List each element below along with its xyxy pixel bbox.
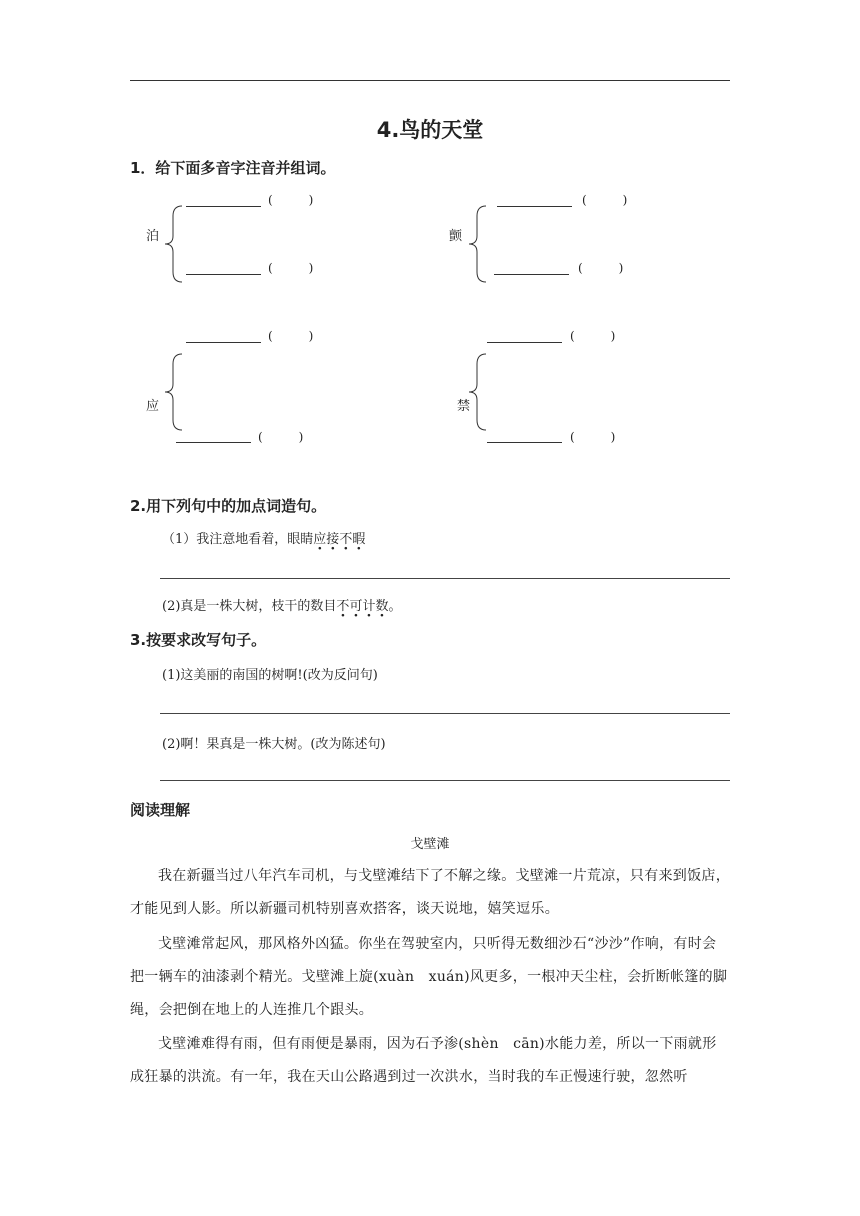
pinyin-paren[interactable]: ( ) bbox=[570, 329, 616, 343]
answer-blank[interactable] bbox=[494, 274, 569, 275]
pinyin-paren[interactable]: ( ) bbox=[258, 430, 304, 444]
dotted-char: 应 bbox=[313, 532, 327, 547]
brace-icon bbox=[466, 204, 490, 284]
answer-blank[interactable] bbox=[176, 442, 251, 443]
pinyin-paren[interactable]: ( ) bbox=[268, 329, 314, 343]
char-po: 泊 bbox=[146, 229, 160, 244]
reading-heading: 阅读理解 bbox=[130, 801, 191, 819]
answer-blank[interactable] bbox=[186, 274, 261, 275]
q1-heading: 1．给下面多音字注音并组词。 bbox=[130, 159, 336, 177]
dotted-char: 数 bbox=[375, 599, 389, 614]
sentence-text: （1）我注意地看着，眼睛 bbox=[162, 532, 314, 547]
answer-line[interactable] bbox=[160, 713, 730, 714]
dotted-char: 接 bbox=[326, 532, 340, 547]
answer-blank[interactable] bbox=[186, 342, 261, 343]
dotted-char: 可 bbox=[349, 599, 363, 614]
passage-paragraph-1: 我在新疆当过八年汽车司机，与戈壁滩结下了不解之缘。戈壁滩一片荒凉，只有来到饭店，才能见到人影。所以新疆司机特别喜欢搭客，谈天说地，嬉笑逗乐。 bbox=[130, 868, 730, 917]
answer-blank[interactable] bbox=[487, 342, 562, 343]
header-rule bbox=[130, 80, 730, 81]
char-ying: 应 bbox=[146, 399, 160, 414]
q3-sentence-1: (1)这美丽的南国的树啊!(改为反问句) bbox=[162, 668, 378, 683]
q3-heading: 3.按要求改写句子。 bbox=[130, 631, 267, 649]
dotted-char: 计 bbox=[362, 599, 376, 614]
answer-blank[interactable] bbox=[497, 206, 572, 207]
page-title: 4.鸟的天堂 bbox=[376, 118, 484, 142]
char-chan: 颤 bbox=[449, 229, 463, 244]
answer-line[interactable] bbox=[160, 578, 730, 579]
char-jin: 禁 bbox=[457, 399, 471, 414]
brace-icon bbox=[162, 204, 186, 284]
q3-sentence-2: (2)啊！果真是一株大树。(改为陈述句) bbox=[162, 737, 386, 752]
pinyin-paren[interactable]: ( ) bbox=[582, 193, 628, 207]
q2-sentence-2 bbox=[162, 595, 402, 614]
pinyin-paren[interactable]: ( ) bbox=[570, 430, 616, 444]
pinyin-paren[interactable]: ( ) bbox=[578, 261, 624, 275]
dotted-char: 暇 bbox=[352, 532, 366, 547]
brace-icon bbox=[466, 352, 490, 432]
sentence-text: 。 bbox=[388, 599, 402, 614]
dotted-char: 不 bbox=[336, 599, 350, 614]
q2-sentence-1 bbox=[162, 528, 365, 547]
passage-paragraph-3: 戈壁滩难得有雨，但有雨便是暴雨，因为石予渗(shèn cān)水能力差，所以一下雨就形成狂暴的洪流。有一年，我在天山公路遇到过一次洪水，当时我的车正慢速行驶，忽然听 bbox=[130, 1036, 717, 1085]
brace-icon bbox=[162, 352, 186, 432]
pinyin-paren[interactable]: ( ) bbox=[268, 193, 314, 207]
q2-heading: 2.用下列句中的加点词造句。 bbox=[130, 497, 327, 515]
answer-blank[interactable] bbox=[186, 206, 261, 207]
sentence-text: (2)真是一株大树，枝干的数目 bbox=[162, 599, 337, 614]
answer-blank[interactable] bbox=[487, 442, 562, 443]
passage-title: 戈壁滩 bbox=[410, 837, 450, 852]
pinyin-paren[interactable]: ( ) bbox=[268, 261, 314, 275]
dotted-char: 不 bbox=[339, 532, 353, 547]
answer-line[interactable] bbox=[160, 780, 730, 781]
passage-paragraph-2: 戈壁滩常起风，那风格外凶猛。你坐在驾驶室内，只听得无数细沙石“沙沙”作响，有时会把一辆车的油漆剥个精光。戈壁滩上旋(xuàn xuán)风更多，一根冲天尘柱，会折断帐篷的脚绳，会把倒在地上的人连推几个跟头。 bbox=[130, 936, 728, 1018]
